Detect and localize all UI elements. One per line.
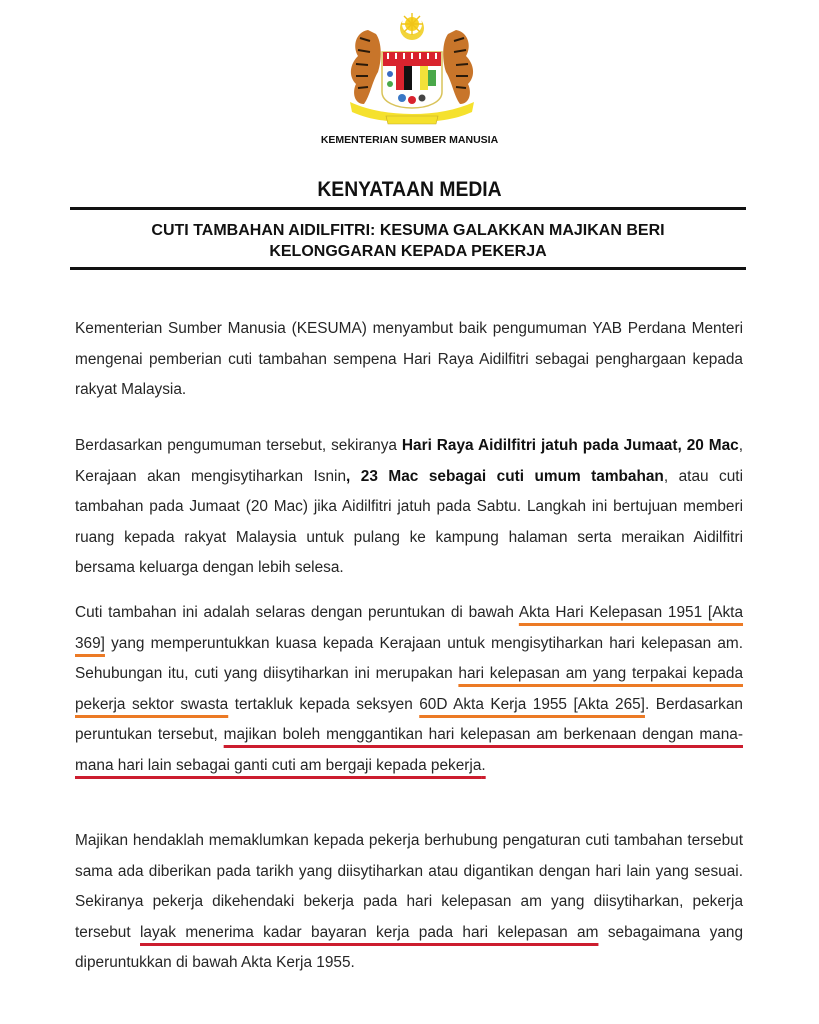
text-span: Cuti tambahan ini adalah selaras dengan peruntukan di bawah: [75, 604, 519, 621]
highlight-akta-265: 60D Akta Kerja 1955 [Akta 265]: [419, 695, 645, 713]
text-span: .: [481, 756, 486, 774]
paragraph-3: [75, 598, 743, 781]
ministry-name: KEMENTERIAN SUMBER MANUSIA: [320, 134, 499, 146]
paragraph-2: [75, 431, 743, 584]
divider-bottom: [70, 267, 746, 270]
document-type-title: KENYATAAN MEDIA: [317, 178, 502, 201]
highlight-holiday-pay: layak menerima kadar bayaran kerja pada hari kelepasan am: [140, 923, 599, 941]
highlight-private-sector: hari kelepasan am yang terpakai kepada pekerja sektor swasta: [75, 665, 743, 713]
text-span: tertakluk kepada seksyen: [228, 695, 420, 713]
bold-date-phrase: Hari Raya Aidilfitri jatuh pada Jumaat, 20 Mac: [401, 437, 739, 454]
text-span: , atau cuti tambahan pada Jumaat (20 Mac) jika Aidilfitri jatuh pada Sabtu. Langkah ini bertujuan memberi ruang kepada rakyat Malaysia untuk pulang ke kampung halaman serta meraikan Aidilfitri bersama keluarga dengan lebih selesa.: [75, 467, 743, 576]
text-span: sebagaimana yang diperuntukkan di bawah Akta Kerja 1955.: [75, 923, 744, 971]
divider-top: [70, 207, 746, 210]
highlight-replacement-holiday: majikan boleh menggantikan hari kelepasan am berkenaan dengan mana-mana hari lain sebagai ganti cuti am bergaji kepada pekerja: [75, 726, 743, 774]
headline-line-1: CUTI TAMBAHAN AIDILFITRI: KESUMA GALAKKAN MAJIKAN BERI: [151, 222, 665, 239]
malaysia-coat-of-arms-icon: [338, 12, 486, 126]
text-span: , Kerajaan akan mengisytiharkan Isnin: [75, 437, 743, 485]
paragraph-1: Kementerian Sumber Manusia (KESUMA) menyambut baik pengumuman YAB Perdana Menteri mengenai pemberian cuti tambahan sempena Hari Raya Aidilfitri sebagai penghargaan kepada rakyat Malaysia.: [75, 320, 743, 398]
bold-holiday-phrase: , 23 Mac sebagai cuti umum tambahan: [346, 467, 664, 485]
highlight-akta-369: Akta Hari Kelepasan 1951 [Akta 369]: [75, 604, 744, 652]
headline: [70, 220, 746, 262]
text-span: yang memperuntukkan kuasa kepada Kerajaan untuk mengisytiharkan hari kelepasan am. Sehubungan itu, cuti yang diisytiharkan ini merupakan: [75, 634, 743, 682]
text-span: Berdasarkan pengumuman tersebut, sekiranya: [75, 437, 402, 454]
text-span: . Berdasarkan peruntukan tersebut,: [75, 695, 743, 743]
text-span: Majikan hendaklah memaklumkan kepada pekerja berhubung pengaturan cuti tambahan tersebut sama ada diberikan pada tarikh yang diisytiharkan atau digantikan dengan hari lain yang sesuai. Sekiranya pekerja dikehendaki bekerja pada hari kelepasan am yang diisytiharkan, pekerja tersebut: [75, 832, 743, 941]
paragraph-4: [75, 826, 743, 979]
headline-line-2: KELONGGARAN KEPADA PEKERJA: [269, 243, 547, 260]
